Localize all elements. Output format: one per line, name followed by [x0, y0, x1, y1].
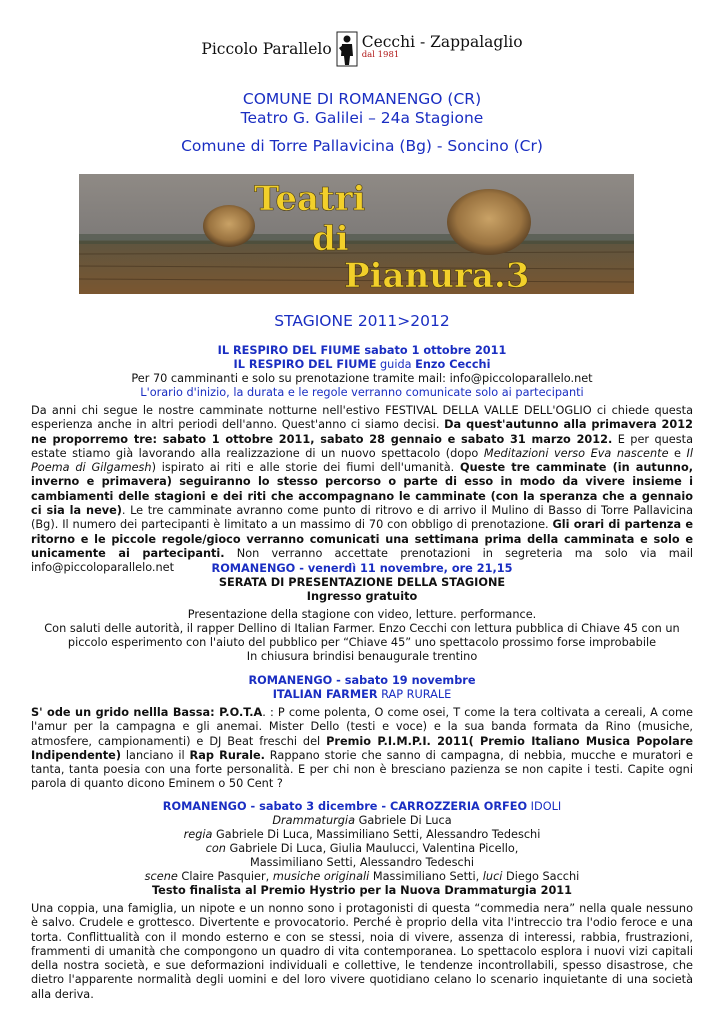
event1-body-run: ) ispirato ai riti e alle storie dei fiumi dell'umanità. — [151, 461, 461, 475]
event2-title: ROMANENGO - venerdì 11 novembre, ore 21,15 — [211, 562, 513, 575]
event4-drammaturgia — [30, 814, 694, 828]
label-musiche: musiche originali — [272, 870, 370, 883]
value-regia: Gabriele Di Luca, Massimiliano Setti, Alessandro Tedeschi — [212, 828, 541, 841]
event3-body-run: Rappano storie che sanno di campagna, di nebbia, mucche e muratori e tanta, tanta poesia con una forte personalità. E per chi non è bresciano pazienza se non capite i testi. Capite ogni parola di quanto dicono Eminem o 50 Cent ? — [31, 748, 693, 791]
event1-note: L'orario d'inizio, la durata e le regole verranno comunicate solo ai partecipanti — [140, 386, 584, 399]
value-con: Gabriele Di Luca, Giulia Maulucci, Valentina Picello, — [225, 842, 519, 855]
event1-sub-a: IL RESPIRO DEL FIUME — [233, 358, 377, 371]
event1-title: IL RESPIRO DEL FIUME sabato 1 ottobre 2011 — [217, 344, 507, 357]
event4-credits — [30, 870, 694, 884]
event1-body-run: Da anni chi segue le nostre camminate notturne nell'estivo FESTIVAL DELLA VALLE DELL'OGLIO ci chiede questa esperienza anche in altri periodi dell'anno. Quest'anno ci siamo decisi. — [31, 404, 693, 432]
value-scene: Claire Pasquier, — [177, 870, 273, 883]
label-luci: luci — [482, 870, 503, 883]
event2-line5: Con saluti delle autorità, il rapper Dellino di Italian Farmer. Enzo Cecchi con lettura pubblica di Chiave 45 con un — [44, 622, 680, 635]
event4-title-a: ROMANENGO - sabato 3 dicembre - CARROZZERIA ORFEO — [162, 800, 528, 813]
event4-title — [30, 800, 694, 814]
event1-subtitle — [30, 358, 694, 372]
event2-line7: In chiusura brindisi benaugurale trentino — [246, 650, 478, 663]
event1-body-run: Gli orari di partenza e ritorno e le piccole regole/gioco verranno comunicati una settimana prima della camminata e solo e unicamente ai partecipanti. — [31, 518, 693, 560]
company-name-right: Cecchi - Zappalaglio — [361, 33, 523, 51]
event1-body-run: Meditazioni verso Eva nascente — [483, 446, 669, 460]
label-drammaturgia: Drammaturgia — [272, 814, 355, 827]
banner-line-1: Teatri — [254, 179, 366, 219]
event4-body: Una coppia, una famiglia, un nipote e un nonno sono i protagonisti di questa “commedia nera” nella quale nessuno è salvo. Crudele e grottesco. Divertente e provocatorio. Perché è proprio della vita l'intreccio tra l'odio feroce e una torta. Conflittualità con il mondo esterno e con se stessi, noia di vivere, assenza di interessi, rabbia, frustrazioni, frammenti di umanità che compongono un quadro di vita contemporanea. Lo spettacolo esplora i nuovi vizi capitali della nostra società, e sue deformazioni individuali e collettive, le tendenze incontrollabili, spesso disastrose, che dietro l'apparente normalità degli uomini e del loro vivere quotidiano celano lo scenario inquietante di una società alla deriva. — [31, 902, 693, 1001]
event1-body-run: Non verranno accettate prenotazioni in segreteria ma solo via mail info@piccoloparallelo.net — [31, 546, 693, 575]
event1-booking: Per 70 camminanti e solo su prenotazione tramite mail: info@piccoloparallelo.net — [131, 372, 593, 385]
event1-body — [31, 404, 693, 576]
value-musiche: Massimiliano Setti, — [369, 870, 483, 883]
hay-bale-left — [203, 205, 255, 247]
event3-body — [31, 706, 693, 792]
stagione-title: STAGIONE 2011>2012 — [274, 312, 450, 330]
letterhead — [0, 30, 724, 68]
event2-entry: Ingresso gratuito — [306, 590, 418, 603]
banner-line-3: Pianura.3 — [344, 256, 530, 294]
event3-body-run: S' ode un grido nellla Bassa: P.O.T.A — [31, 706, 263, 719]
event2-subtitle: SERATA DI PRESENTAZIONE DELLA STAGIONE — [218, 576, 506, 589]
banner-image — [79, 174, 634, 294]
value-drammaturgia: Gabriele Di Luca — [355, 814, 452, 827]
event3-title: ROMANENGO - sabato 19 novembre — [248, 674, 476, 687]
event1-body-run: Da quest'autunno alla primavera 2012 ne proporremo tre: sabato 1 ottobre 2011, sabato 28 gennaio e sabato 31 marzo 2012. — [31, 418, 693, 446]
event1-body-run: Il Poema di Gilgamesh — [31, 446, 694, 475]
event2-line6: piccolo esperimento con l'aiuto del pubblico per “Chiave 45” uno spettacolo prossimo forse improbabile — [67, 636, 657, 649]
event1-body-run: Queste tre camminate (in autunno, inverno e primavera) seguiranno lo stesso percorso o parte di esso in modo da vivere insieme i cambiamenti delle stagioni e dei riti che accompagnano le camminate (con la speranza che a gennaio ci sia la neve) — [31, 461, 694, 518]
event1-body-run: E per questa estate stiamo già lavorando alla realizzazione di un nuovo spettacolo (dopo — [31, 432, 693, 460]
label-scene: scene — [144, 870, 178, 883]
event4-regia — [30, 828, 694, 842]
event3-body-run: . : P come polenta, O come osei, T come la tera coltivata a cereali, A come l'amur per la campagna e gli anemai. Mister Dello (testi e voce) e la sua banda formata da Rino (musiche, atmosfere, campionamenti) e DJ Beat freschi del — [31, 706, 694, 748]
event3-subtitle — [30, 688, 694, 702]
event1-sub-c: Enzo Cecchi — [415, 358, 491, 371]
since-year: dal 1981 — [361, 50, 400, 60]
event3-body-run: Rap Rurale. — [189, 748, 265, 762]
event3-body-run: Premio P.I.M.P.I. 2011( Premio Italiano Musica Popolare Indipendente) — [31, 734, 693, 762]
event3-sub-b: RAP RURALE — [377, 688, 452, 701]
event2-line4: Presentazione della stagione con video, letture. performance. — [187, 608, 537, 621]
event1-body-run: e — [668, 446, 687, 460]
event4-cast-cont: Massimiliano Setti, Alessandro Tedeschi — [249, 856, 475, 869]
event1-body-run: . Le tre camminate avranno come punto di ritrovo e di arrivo il Mulino di Basso di Torre Pallavicina (Bg). Il numero dei partecipanti è limitato a un massimo di 70 con obbligo di prenotazione. — [31, 504, 693, 532]
hay-bale-right — [447, 189, 531, 255]
company-name-left: Piccolo Parallelo — [201, 40, 332, 58]
event4-award: Testo finalista al Premio Hystrio per la Nuova Drammaturgia 2011 — [151, 884, 573, 897]
event3-body-run: lanciano il — [121, 748, 190, 762]
event3-sub-a: ITALIAN FARMER — [272, 688, 378, 701]
label-con: con — [205, 842, 226, 855]
event1-sub-b: guida — [376, 358, 416, 371]
event4-title-b: IDOLI — [527, 800, 562, 813]
title-comune: COMUNE DI ROMANENGO (CR) — [242, 90, 482, 108]
label-regia: regia — [183, 828, 213, 841]
banner-line-2: di — [312, 219, 349, 259]
logo-figure-icon — [336, 30, 358, 68]
title-teatro: Teatro G. Galilei – 24a Stagione — [240, 109, 484, 127]
value-luci: Diego Sacchi — [502, 870, 580, 883]
title-comune2: Comune di Torre Pallavicina (Bg) - Soncino (Cr) — [181, 137, 543, 155]
event4-con — [30, 842, 694, 856]
